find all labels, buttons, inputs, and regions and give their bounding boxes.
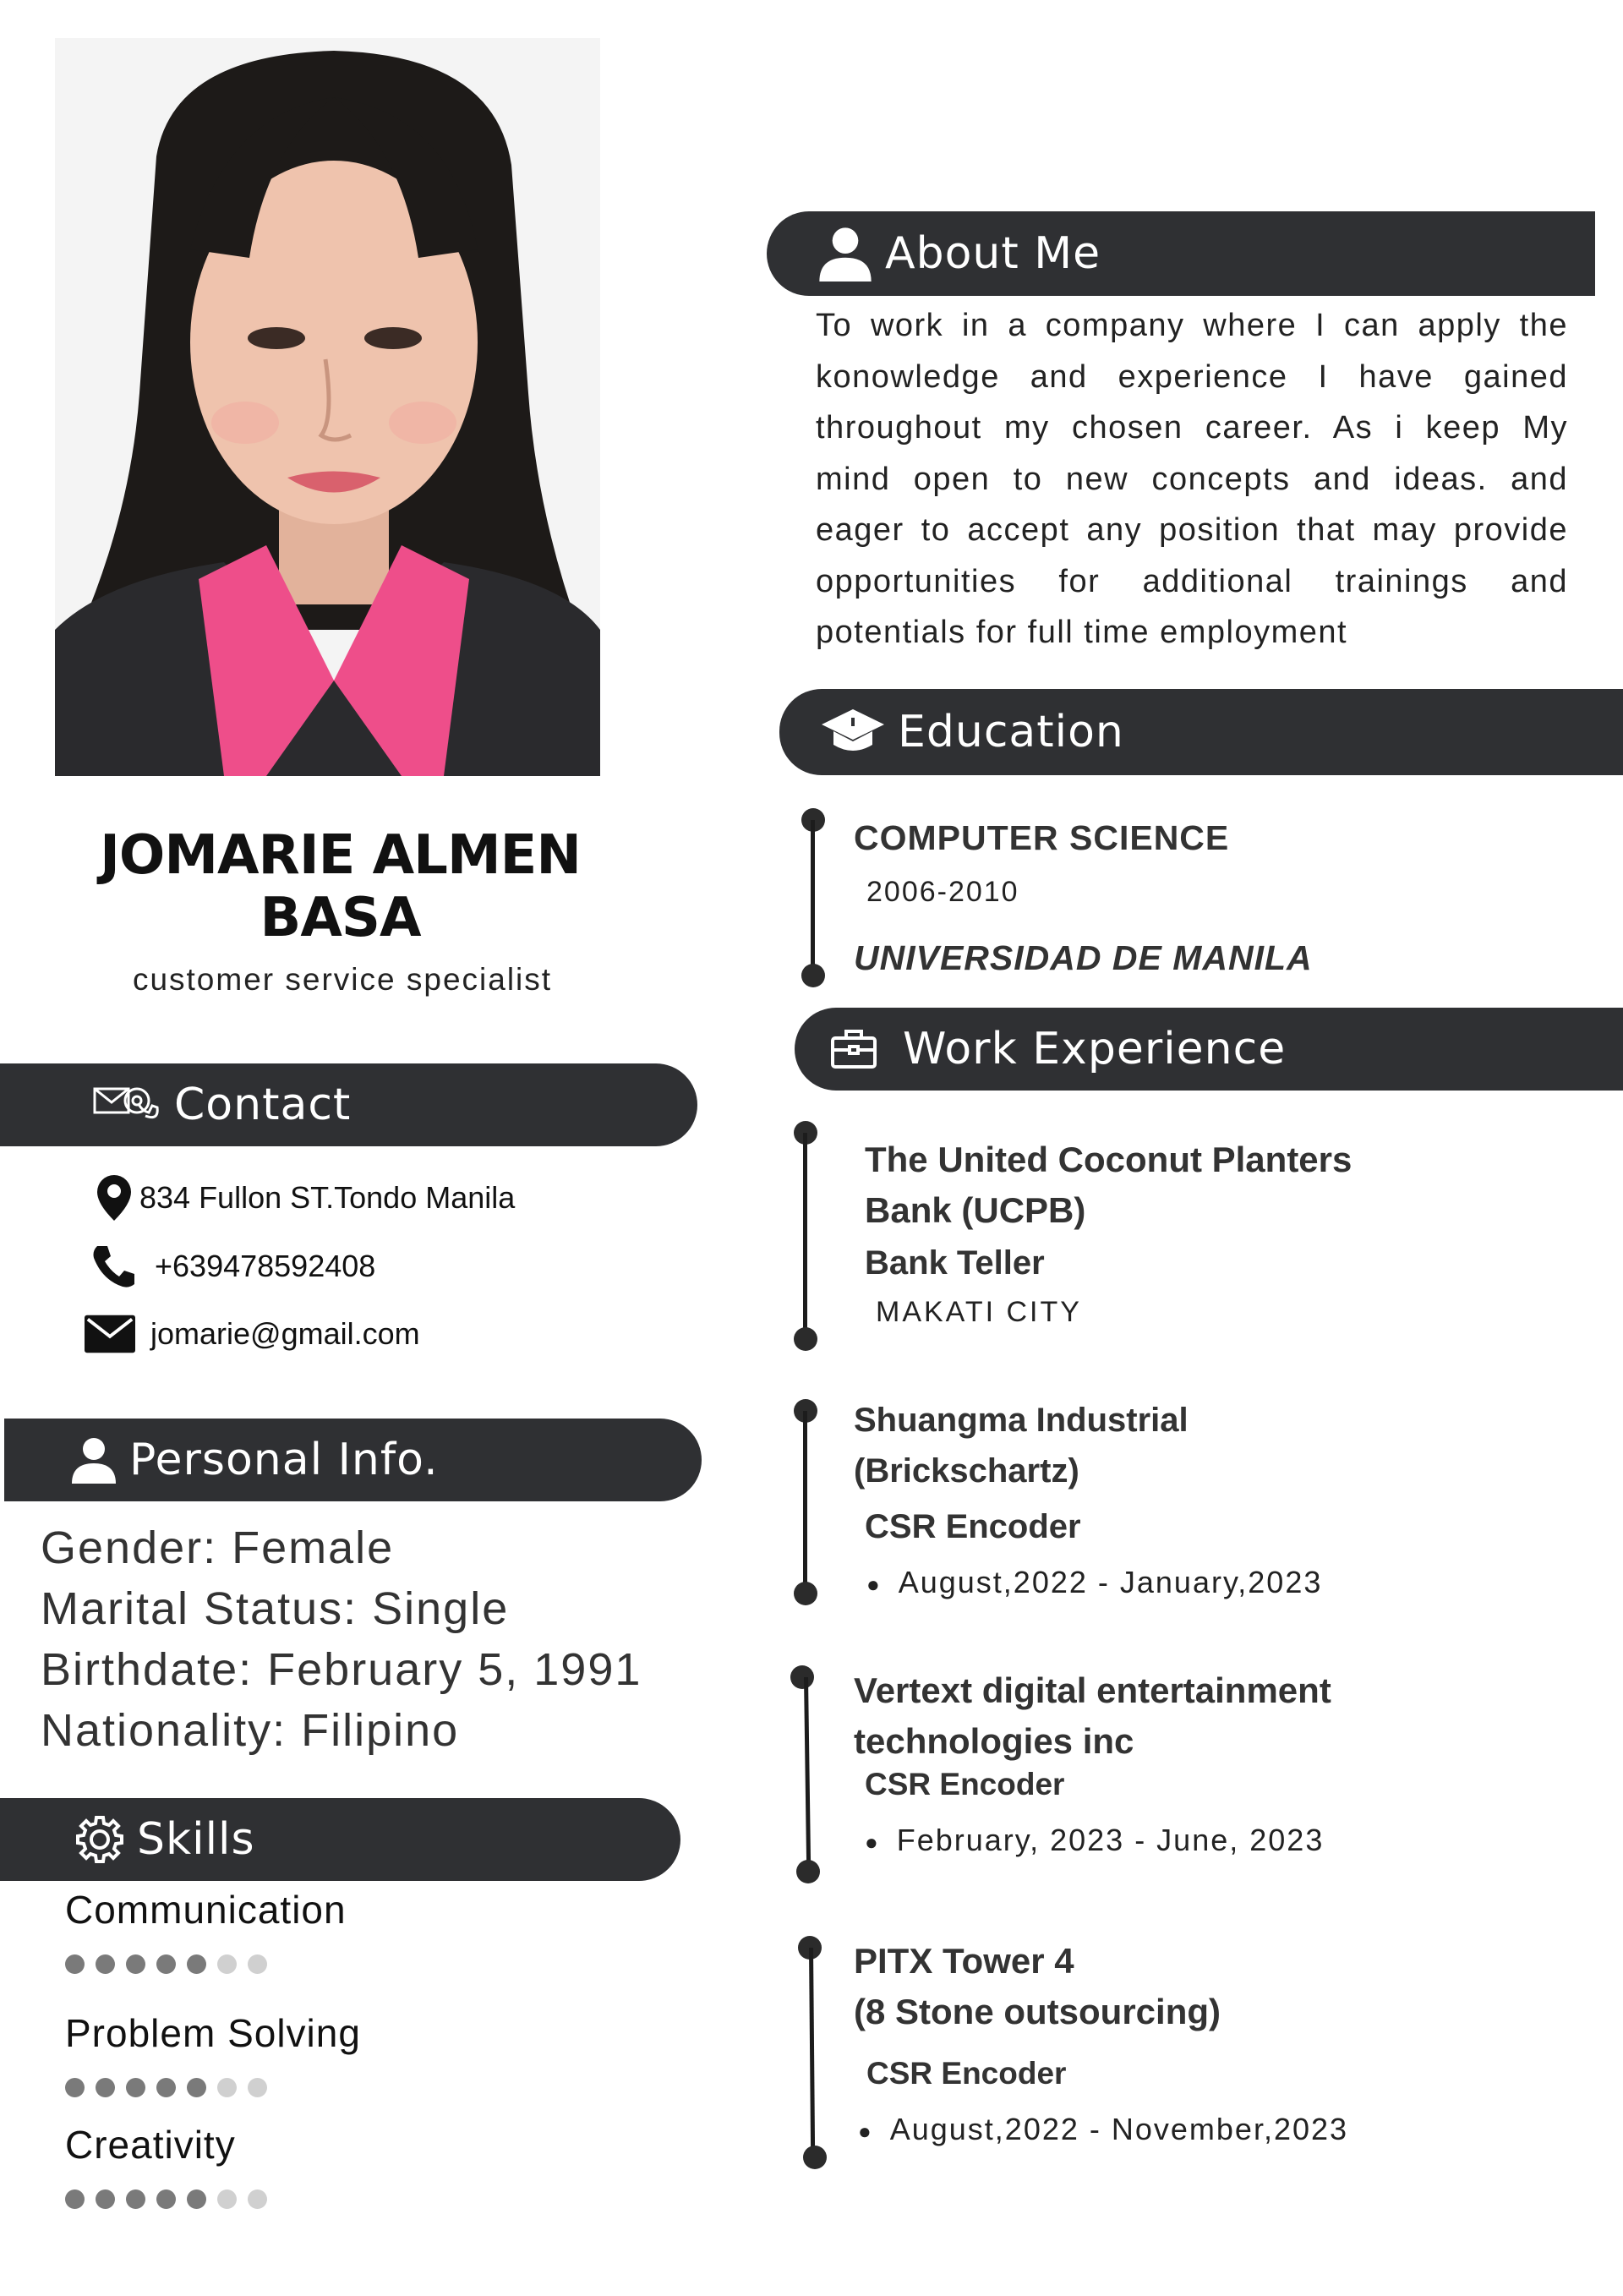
profile-photo xyxy=(55,38,600,776)
skills-title: Skills xyxy=(137,1814,255,1865)
user-icon xyxy=(817,226,873,282)
skill-name: Problem Solving xyxy=(65,2011,361,2055)
contact-phone xyxy=(89,1243,375,1290)
skills-header xyxy=(0,1798,680,1881)
rating-dot-filled xyxy=(96,1954,115,1974)
job-period-text: August,2022 - January,2023 xyxy=(898,1565,1323,1599)
personal-info-list xyxy=(41,1517,642,1761)
work-item-3 xyxy=(854,1665,1331,1858)
rating-dot-empty xyxy=(248,2078,267,2097)
education-degree: COMPUTER SCIENCE xyxy=(854,818,1230,857)
job-role: CSR Encoder xyxy=(865,1767,1065,1801)
location-pin-icon xyxy=(89,1173,139,1222)
work-item-2 xyxy=(854,1395,1322,1600)
work-header xyxy=(795,1008,1623,1091)
rating-dot-filled xyxy=(65,2189,85,2209)
education-school: UNIVERSIDAD DE MANILA xyxy=(854,938,1313,977)
rating-dot-filled xyxy=(187,2189,206,2209)
skill-rating xyxy=(65,2189,267,2209)
timeline-dot xyxy=(794,1582,817,1605)
timeline-dot xyxy=(794,1327,817,1351)
bullet-icon: ● xyxy=(866,1571,882,1597)
rating-dot-filled xyxy=(156,2078,176,2097)
rating-dot-filled xyxy=(187,1954,206,1974)
education-header xyxy=(779,689,1623,775)
company-name-line2: Bank (UCPB) xyxy=(865,1190,1086,1230)
phone-icon xyxy=(89,1243,139,1290)
job-role: CSR Encoder xyxy=(866,2056,1067,2091)
rating-dot-filled xyxy=(126,1954,145,1974)
timeline-dot xyxy=(801,964,825,987)
name-line-2: BASA xyxy=(260,887,421,949)
company-name-line2: (8 Stone outsourcing) xyxy=(854,1992,1221,2031)
gear-icon xyxy=(74,1814,125,1865)
company-name-line1: PITX Tower 4 xyxy=(854,1941,1074,1981)
marital-status: Marital Status: Single xyxy=(41,1583,510,1634)
company-name-line2: technologies inc xyxy=(854,1721,1134,1761)
work-item-4 xyxy=(854,1936,1348,2147)
timeline-line xyxy=(809,1948,815,2159)
skill-name: Creativity xyxy=(65,2123,236,2167)
job-role: Bank Teller xyxy=(865,1244,1045,1282)
skill-rating xyxy=(65,2078,361,2097)
job-role: CSR Encoder xyxy=(865,1508,1081,1545)
rating-dot-filled xyxy=(96,2078,115,2097)
about-paragraph: To work in a company where I can apply the konowledge and experience I have gained throughout my chosen career. As i keep My mind open to new concepts and ideas. and eager to accept any position that may provide opportunities for additional trainings and potentials for full time employment xyxy=(816,308,1568,650)
timeline-line xyxy=(811,820,815,976)
job-period xyxy=(866,1565,1322,1600)
timeline-line xyxy=(803,1411,807,1594)
rating-dot-filled xyxy=(96,2189,115,2209)
bullet-icon: ● xyxy=(858,2118,873,2144)
rating-dot-filled xyxy=(126,2078,145,2097)
name-line-1: JOMARIE ALMEN xyxy=(100,824,581,887)
company-name-line1: Vertext digital entertainment xyxy=(854,1670,1331,1710)
rating-dot-filled xyxy=(187,2078,206,2097)
timeline-dot xyxy=(790,1665,814,1689)
job-title: customer service specialist xyxy=(132,962,553,997)
job-location: MAKATI CITY xyxy=(876,1296,1082,1328)
job-period xyxy=(865,1823,1331,1858)
personal-title: Personal Info. xyxy=(129,1435,439,1485)
skill-communication xyxy=(65,1887,347,1974)
rating-dot-filled xyxy=(156,1954,176,1974)
full-name xyxy=(34,824,647,949)
rating-dot-filled xyxy=(65,2078,85,2097)
rating-dot-empty xyxy=(248,2189,267,2209)
rating-dot-filled xyxy=(65,1954,85,1974)
job-period-text: August,2022 - November,2023 xyxy=(889,2112,1349,2146)
address-text: 834 Fullon ST.Tondo Manila xyxy=(139,1180,516,1215)
contact-icon xyxy=(93,1079,162,1131)
skill-name: Communication xyxy=(65,1888,347,1932)
job-period xyxy=(858,2112,1348,2147)
company-name-line1: Shuangma Industrial xyxy=(854,1402,1189,1439)
gender: Gender: Female xyxy=(41,1522,395,1573)
skill-creativity xyxy=(65,2122,267,2209)
contact-address xyxy=(89,1173,515,1222)
timeline-dot xyxy=(796,1860,820,1883)
job-period-text: February, 2023 - June, 2023 xyxy=(896,1823,1325,1857)
education-title: Education xyxy=(898,707,1124,757)
work-title: Work Experience xyxy=(903,1024,1287,1074)
rating-dot-empty xyxy=(217,2189,237,2209)
about-title: About Me xyxy=(885,228,1101,279)
education-years: 2006-2010 xyxy=(866,876,1019,908)
rating-dot-filled xyxy=(156,2189,176,2209)
rating-dot-filled xyxy=(126,2189,145,2209)
rating-dot-empty xyxy=(217,1954,237,1974)
envelope-icon xyxy=(85,1315,135,1353)
nationality: Nationality: Filipino xyxy=(41,1705,460,1756)
about-header xyxy=(767,211,1595,296)
rating-dot-empty xyxy=(248,1954,267,1974)
skill-rating xyxy=(65,1954,347,1974)
birthdate: Birthdate: February 5, 1991 xyxy=(41,1644,642,1695)
graduation-cap-icon xyxy=(820,706,886,758)
company-name-line1: The United Coconut Planters xyxy=(865,1140,1352,1179)
rating-dot-empty xyxy=(217,2078,237,2097)
timeline-line xyxy=(803,1133,807,1339)
contact-header xyxy=(0,1063,697,1146)
phone-text: +639478592408 xyxy=(155,1249,376,1283)
skill-problem-solving xyxy=(65,2010,361,2097)
personal-header xyxy=(4,1419,702,1501)
contact-email xyxy=(85,1315,420,1353)
briefcase-icon xyxy=(830,1028,877,1070)
company-name-line2: (Brickschartz) xyxy=(854,1452,1079,1490)
user-icon xyxy=(70,1436,117,1484)
bullet-icon: ● xyxy=(865,1829,880,1855)
work-item-1 xyxy=(865,1134,1352,1329)
email-text[interactable]: jomarie@gmail.com xyxy=(150,1316,420,1351)
timeline-dot xyxy=(803,2146,827,2169)
contact-title: Contact xyxy=(174,1080,352,1130)
timeline-line xyxy=(804,1677,811,1872)
